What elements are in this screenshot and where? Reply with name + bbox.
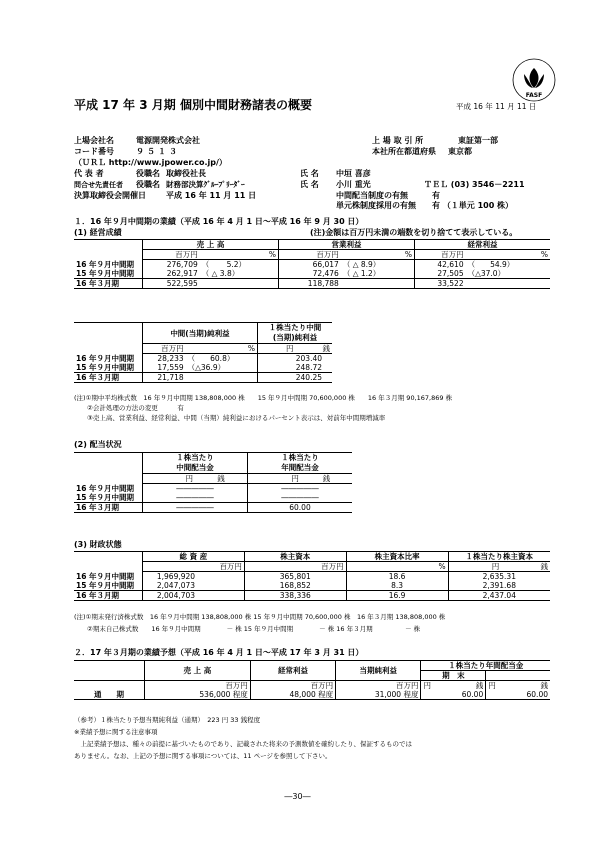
unit-yen: 円: [491, 562, 500, 571]
contact-name: 小川 重光: [336, 180, 371, 189]
cell: ―――――: [143, 484, 248, 494]
cell: 2,635.31: [448, 572, 550, 582]
listed-label: 上場会社名: [74, 136, 114, 145]
row-label: 16 年９月中間期: [76, 483, 135, 493]
cell: 42,610: [414, 260, 465, 270]
cell: 536,000 程度: [144, 690, 250, 700]
unit-sen: 銭: [296, 344, 332, 354]
cell: 60.00: [421, 690, 486, 700]
cell: [186, 373, 258, 383]
interim-div-label: 中間配当制度の有無: [336, 191, 408, 200]
unit-yen: 円: [248, 474, 301, 484]
contact-tel: ＴＥＬ (03) 3546－2211: [424, 180, 525, 189]
net-income-table: [74, 322, 332, 383]
table-row: [74, 572, 550, 582]
document-date: 平成 16 年 11 月 11 日: [456, 102, 537, 111]
rep-name: 中垣 喜彦: [336, 169, 371, 178]
cell: 31,000 程度: [336, 690, 421, 700]
section1-title: １．16 年９月中間期の業績（平成 16 年 4 月 1 日～平成 16 年 9 月 30 日）: [74, 217, 364, 226]
row-label: 16 年３月期: [74, 591, 142, 601]
unit-sen: 銭: [540, 562, 548, 571]
unit-mil: 百万円: [336, 681, 421, 691]
cell: （△36.9）: [186, 363, 258, 373]
cell: （ △ 8.9）: [341, 260, 415, 270]
contact-name-label: 氏 名: [300, 180, 319, 189]
unit-mil: 百万円: [414, 250, 465, 260]
amount-note: (注)金額は百万円未満の端数を切り捨てて表示している。: [310, 228, 518, 237]
cell: [200, 279, 279, 289]
cell: 2,391.68: [448, 581, 550, 591]
row-label: 15 年９月中間期: [76, 269, 135, 278]
cell: （ 5.2）: [200, 260, 279, 270]
unit-mil: 百万円: [143, 344, 186, 354]
table-row: [74, 269, 550, 279]
contact-label: 問合せ先責任者: [74, 181, 123, 189]
section1-note-1: (注)①期中平均株式数 16 年９月中間期 138,808,000 株 15 年９月中間期 70,600,000 株 16 年３月期 90,167,869 株: [74, 394, 453, 402]
table-row: [74, 484, 352, 494]
unit-mil: 百万円: [142, 562, 244, 572]
table-row: [74, 354, 332, 364]
col-fc-ordinary: 経常利益: [250, 661, 335, 681]
row-label: 16 年３月期: [74, 503, 143, 513]
cell: 262,917: [143, 269, 200, 279]
document-title: 平成 17 年 3 月期 個別中間財務諸表の概要: [74, 98, 312, 112]
cell: 16.9: [346, 591, 448, 601]
unit-yen-sen: [421, 681, 486, 691]
rep-name-label: 氏 名: [300, 169, 319, 178]
blank: [74, 681, 144, 691]
caution-line-1: 上記業績予想は、種々の前提に基づいたものであり、記載された将来の予測数値を確約したり、保証するものでは: [74, 740, 412, 748]
cell: [341, 279, 415, 289]
cell: 118,788: [278, 279, 340, 289]
table-row: [74, 493, 352, 503]
col-fc-dividend: １株当たり年間配当金: [421, 661, 550, 671]
unit-pct: %: [341, 250, 415, 260]
page-number: ―30―: [284, 792, 311, 801]
forecast-reference: （参考）１株当たり予想当期純利益（通期） 223 円 33 銭程度: [74, 716, 261, 724]
cell: 33,522: [414, 279, 465, 289]
col-equity-ratio: 株主資本比率: [346, 552, 448, 562]
forecast-title: ２．17 年３月期の業績予想（平成 16 年 4 月 1 日～平成 17 年 3 月 31 日）: [74, 648, 364, 657]
unit-yen: 円: [488, 681, 496, 690]
cell: ―――――: [248, 484, 353, 494]
logo-text: FASF: [525, 92, 543, 99]
unit-mil: 百万円: [144, 681, 250, 691]
code-label: コード番号: [74, 147, 114, 156]
financial-note-1: (注)①期末発行済株式数 16 年９月中間期 138,808,000 株 15 年９月中間期 70,600,000 株 16 年３月期 138,808,000 株: [74, 613, 446, 621]
unit-yen: 円: [258, 344, 296, 354]
hq-value: 東京都: [448, 147, 472, 156]
cell: 276,709: [143, 260, 200, 270]
exchange-value: 東証第一部: [458, 136, 498, 145]
cell: 66,017: [278, 260, 340, 270]
cell: [466, 279, 550, 289]
financial-title: (3) 財政状態: [74, 540, 122, 549]
company-url: （ＵＲＬ http://www.jpower.co.jp/）: [74, 158, 227, 167]
forecast-table: [74, 660, 550, 700]
board-label: 決算取締役会開催日: [74, 191, 146, 200]
perf-subtitle: (1) 経営成績: [74, 228, 122, 237]
unit-pct: %: [346, 562, 448, 572]
col-bps: １株当たり株主資本: [448, 552, 550, 562]
cell: 8.3: [346, 581, 448, 591]
cell: 27,505: [414, 269, 465, 279]
row-label: 16 年９月中間期: [76, 571, 135, 581]
hq-label: 本社所在都道府県: [372, 147, 436, 156]
financial-note-2: ②期末自己株式数 16 年９月中間期 － 株 15 年９月中間期 － 株 16 年３月期 － 株: [74, 625, 421, 633]
cell: 60.00: [248, 503, 353, 513]
cell: 18.6: [346, 572, 448, 582]
cell: 17,559: [143, 363, 186, 373]
section1-note-3: ③売上高、営業利益、経常利益、中間（当期）純利益におけるパーセント表示は、対前年中間期増減率: [74, 414, 386, 422]
cell: 1,969,920: [142, 572, 244, 582]
unit-mil: 百万円: [250, 681, 335, 691]
table-row: [74, 503, 352, 513]
table-row: [74, 690, 550, 700]
cell: 365,801: [244, 572, 346, 582]
col-assets: 総 資 産: [142, 552, 244, 562]
table-row: [74, 581, 550, 591]
financial-table: [74, 551, 550, 601]
unit-mil: 百万円: [244, 562, 346, 572]
unit-yen-sen: [486, 681, 550, 691]
board-date: 平成 16 年 11 月 11 日: [166, 191, 257, 200]
dividend-title: (2) 配当状況: [74, 440, 122, 449]
listed-value: 電源開発株式会社: [136, 136, 200, 145]
unit-pct: %: [200, 250, 279, 260]
table-row: [74, 279, 550, 289]
col-eps: １株当たり中間 (当期)純利益: [258, 323, 333, 344]
cell: （ △ 3.8）: [200, 269, 279, 279]
unit-pct: %: [466, 250, 550, 260]
row-label: 16 年３月期: [74, 373, 143, 383]
rep-label: 代 表 者: [74, 169, 104, 178]
unit-sen: 銭: [540, 681, 548, 690]
contact-title: 財務部決算ｸﾞﾙｰﾌﾟﾘｰﾀﾞｰ: [166, 180, 245, 189]
cell: （△37.0）: [466, 269, 550, 279]
contact-title-label: 役職名: [136, 180, 160, 189]
row-label: 15 年９月中間期: [76, 581, 135, 590]
cell: 168,852: [244, 581, 346, 591]
code-value: ９５１３: [136, 147, 180, 156]
cell: （ 54.9）: [467, 260, 515, 269]
col-fc-net: 当期純利益: [336, 661, 421, 681]
rep-title: 取締役社長: [166, 169, 206, 178]
col-net-income: 中間(当期)純利益: [143, 323, 258, 344]
unit-yen: 円: [143, 474, 196, 484]
cell: 2,047,073: [142, 581, 244, 591]
unit-sen: 銭: [301, 474, 352, 484]
caution-title: ※業績予想に関する注意事項: [74, 728, 158, 736]
row-label: 16 年９月中間期: [76, 259, 135, 269]
col-ordinary: 経常利益: [414, 240, 550, 250]
performance-table: [74, 239, 550, 289]
cell: 60.00: [486, 690, 550, 700]
interim-div-value: 有: [432, 191, 440, 200]
unit-pct: %: [186, 344, 258, 354]
table-row: [74, 260, 550, 270]
cell: 338,336: [244, 591, 346, 601]
unit-sen: 銭: [195, 474, 248, 484]
cell: 2,004,703: [142, 591, 244, 601]
cell: 248.72: [258, 363, 333, 373]
exchange-label: 上 場 取 引 所: [372, 136, 424, 145]
col-operating: 営業利益: [278, 240, 414, 250]
cell: 72,476: [278, 269, 340, 279]
blank: [74, 661, 144, 681]
cell: ―――――: [143, 493, 248, 503]
unit-share-label: 単元株制度採用の有無: [336, 201, 416, 210]
unit-share-value: 有 （１単元 100 株）: [432, 201, 514, 210]
cell: 203.40: [258, 354, 333, 364]
cell: ―――――: [248, 493, 353, 503]
col-sales: 売 上 高: [143, 240, 279, 250]
row-label: 16 年９月中間期: [76, 353, 135, 363]
col-fc-sales: 売 上 高: [144, 661, 250, 681]
unit-mil: 百万円: [278, 250, 340, 260]
table-row: [74, 373, 332, 383]
cell: 28,233: [143, 354, 186, 364]
cell: （ 60.8）: [186, 354, 258, 364]
table-row: [74, 591, 550, 601]
cell: （ △ 1.2）: [341, 269, 415, 279]
cell: 48,000 程度: [250, 690, 335, 700]
section1-note-2: ②会計処理の方法の変更 有: [74, 404, 184, 412]
col-annual-div: １株当たり 年間配当金: [248, 453, 353, 474]
caution-line-2: ありません。なお、上記の予想に関する事項については、11 ページを参照して下さい。: [74, 752, 332, 760]
cell: 522,595: [143, 279, 200, 289]
col-interim-div: １株当たり 中間配当金: [143, 453, 248, 474]
fasf-logo: [512, 58, 556, 102]
row-label: 16 年３月期: [74, 279, 143, 289]
dividend-table: [74, 452, 352, 513]
col-year-end: 期 末: [421, 671, 486, 681]
row-label: 15 年９月中間期: [76, 363, 135, 372]
col-equity: 株主資本: [244, 552, 346, 562]
table-row: [74, 363, 332, 373]
row-label: 15 年９月中間期: [76, 493, 135, 502]
unit-sen: 銭: [475, 681, 484, 690]
unit-mil: 百万円: [143, 250, 200, 260]
cell: 240.25: [258, 373, 333, 383]
cell: ―――――: [143, 503, 248, 513]
row-label: 通 期: [74, 690, 144, 700]
unit-yen: 円: [423, 681, 431, 690]
cell: 2,437.04: [448, 591, 550, 601]
blank: [486, 671, 550, 681]
cell: 21,718: [143, 373, 186, 383]
unit-yen-sen: [448, 562, 550, 572]
rep-title-label: 役職名: [136, 169, 160, 178]
